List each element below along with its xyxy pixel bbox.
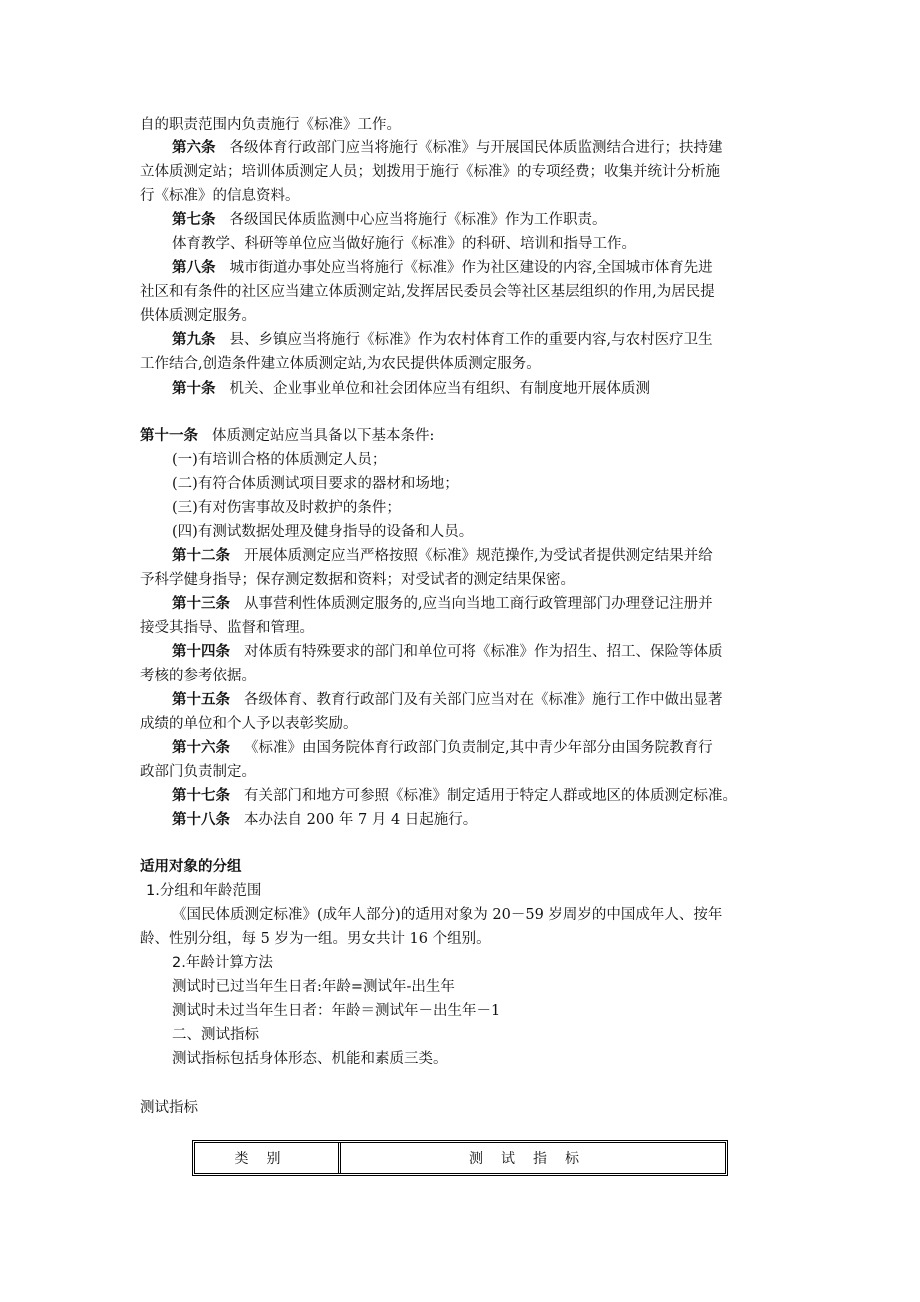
article-text: 机关、企业事业单位和社会团体应当有组织、有制度地开展体质测 <box>229 381 650 397</box>
text-line: 龄、性别分组，每 5 岁为一组。男女共计 16 个组别。 <box>140 931 491 947</box>
article-label: 第十七条 <box>172 787 230 804</box>
article-label: 第六条 <box>172 139 216 156</box>
article-12 <box>172 547 713 565</box>
text-line: 《国民体质测定标准》(成年人部分)的适用对象为 20－59 岁周岁的中国成年人、按年 <box>172 907 723 923</box>
article-text: 有关部门和地方可参照《标准》制定适用于特定人群或地区的体质测定标准。 <box>244 788 737 804</box>
article-text: 本办法自 200 年 7 月 4 日起施行。 <box>244 812 478 828</box>
article-14 <box>172 643 723 661</box>
article-label: 第九条 <box>172 331 216 348</box>
indicator-table <box>192 1140 728 1176</box>
list-item: (四)有测试数据处理及健身指导的设备和人员。 <box>172 524 474 540</box>
text-line: 测试时已过当年生日者:年龄=测试年-出生年 <box>172 979 455 995</box>
article-label: 第十三条 <box>172 595 230 612</box>
text-line: 工作结合,创造条件建立体质测定站,为农民提供体质测定服务。 <box>140 356 541 372</box>
article-7 <box>172 211 607 229</box>
article-18 <box>172 811 477 829</box>
section-heading: 适用对象的分组 <box>140 859 242 875</box>
article-text: 各级体育、教育行政部门及有关部门应当对在《标准》施行工作中做出显著 <box>244 692 723 708</box>
article-9 <box>172 331 713 349</box>
text-line: 予科学健身指导；保存测定数据和资料；对受试者的测定结果保密。 <box>140 572 575 588</box>
article-label: 第十二条 <box>172 547 230 564</box>
text-line: 成绩的单位和个人予以表彰奖励。 <box>140 716 358 732</box>
list-item: (二)有符合体质测试项目要求的器材和场地； <box>172 476 459 492</box>
text-line: 测试时未过当年生日者：年龄＝测试年－出生年－1 <box>172 1003 501 1019</box>
table-header-category: 类别 <box>195 1143 341 1173</box>
article-label: 第十六条 <box>172 739 230 756</box>
text-line: 自的职责范围内负责施行《标准》工作。 <box>140 117 401 133</box>
subsection-title: 二、测试指标 <box>172 1027 259 1043</box>
article-text: 《标准》由国务院体育行政部门负责制定,其中青少年部分由国务院教育行 <box>244 740 713 756</box>
article-15 <box>172 691 723 709</box>
article-8 <box>172 259 713 277</box>
article-label: 第十四条 <box>172 643 230 660</box>
article-label: 第十条 <box>172 380 216 397</box>
article-text: 县、乡镇应当将施行《标准》作为农村体育工作的重要内容,与农村医疗卫生 <box>229 332 713 348</box>
text-line: 政部门负责制定。 <box>140 764 256 780</box>
subsection-title: 1.分组和年龄范围 <box>146 883 262 899</box>
list-item: (一)有培训合格的体质测定人员； <box>172 452 387 468</box>
article-label: 第八条 <box>172 259 216 276</box>
article-17 <box>172 787 737 805</box>
article-11 <box>140 427 434 445</box>
article-text: 各级体育行政部门应当将施行《标准》与开展国民体质监测结合进行；扶持建 <box>229 140 723 156</box>
text-line: 社区和有条件的社区应当建立体质测定站,发挥居民委员会等社区基层组织的作用,为居民提 <box>140 284 715 300</box>
text-line: 测试指标包括身体形态、机能和素质三类。 <box>172 1051 448 1067</box>
subsection-title: 2.年龄计算方法 <box>172 955 273 971</box>
article-label: 第十五条 <box>172 691 230 708</box>
article-text: 城市街道办事处应当将施行《标准》作为社区建设的内容,全国城市体育先进 <box>229 260 713 276</box>
text-line: 行《标准》的信息资料。 <box>140 188 300 204</box>
article-text: 各级国民体质监测中心应当将施行《标准》作为工作职责。 <box>229 212 607 228</box>
article-label: 第七条 <box>172 211 216 228</box>
article-label: 第十一条 <box>140 427 198 444</box>
article-6 <box>172 139 723 157</box>
article-10 <box>172 380 650 398</box>
article-label: 第十八条 <box>172 811 230 828</box>
article-text: 开展体质测定应当严格按照《标准》规范操作,为受试者提供测定结果并给 <box>244 548 713 564</box>
article-text: 从事营利性体质测定服务的,应当向当地工商行政管理部门办理登记注册并 <box>244 596 713 612</box>
table-header-indicator: 测试指标 <box>469 1151 597 1167</box>
table-caption: 测试指标 <box>140 1100 198 1116</box>
text-line: 体育教学、科研等单位应当做好施行《标准》的科研、培训和指导工作。 <box>172 236 636 252</box>
text-line: 供体质测定服务。 <box>140 308 256 324</box>
article-text: 对体质有特殊要求的部门和单位可将《标准》作为招生、招工、保险等体质 <box>244 644 723 660</box>
text-line: 接受其指导、监督和管理。 <box>140 620 314 636</box>
list-item: (三)有对伤害事故及时救护的条件； <box>172 500 401 516</box>
article-16 <box>172 739 713 757</box>
text-line: 立体质测定站；培训体质测定人员；划拨用于施行《标准》的专项经费；收集并统计分析施 <box>140 164 720 180</box>
text-line: 考核的参考依据。 <box>140 668 256 684</box>
article-text: 体质测定站应当具备以下基本条件: <box>212 428 435 444</box>
article-13 <box>172 595 713 613</box>
